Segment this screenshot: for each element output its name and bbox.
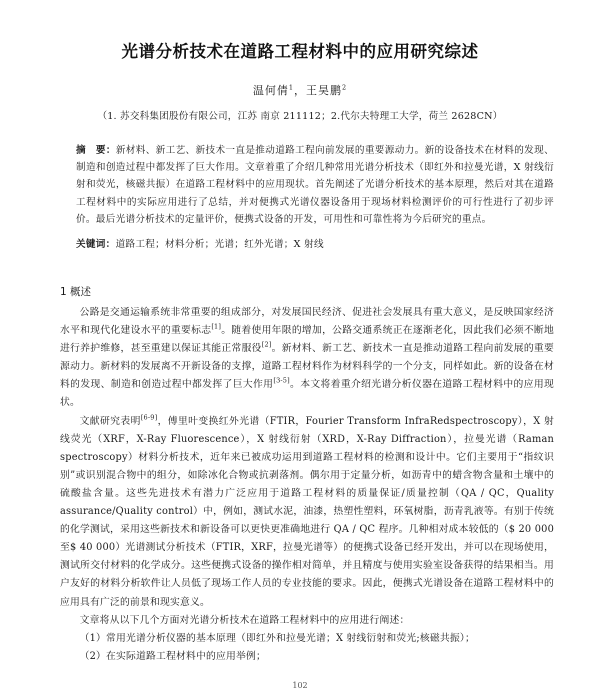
list-item: （1）常用光谱分析仪器的基本原理（即红外和拉曼光谱；X 射线衍射和荧光;核磁共振）； [79, 632, 475, 644]
list-item: （2）在实际道路工程材料中的应用举例； [79, 650, 266, 662]
paragraph [60, 304, 554, 413]
author-separator: ， [294, 84, 306, 97]
citation: [3-5] [273, 377, 290, 386]
affiliation-line: （1. 苏交科集团股份有限公司，江苏 南京 211112；2.代尔夫特理工大学，荷兰 2628CN） [97, 111, 503, 122]
text-run: 文献研究表明 [79, 415, 141, 427]
citation: [1] [211, 322, 222, 331]
author-line [0, 82, 600, 98]
keywords-label: 关键词： [76, 239, 116, 250]
text-run: 公路是交通运输系统非常重要的组成部分，对发展国民经济、促进社会发展具有重大意义，是反映国家经济水平和现代化建设水平的重要标志 [60, 307, 554, 337]
text-run: ，傅里叶变换红外光谱（FTIR，Fourier Transform InfraRedspectroscopy），X 射线荧光（XRF，X-Ray Fluorescence），X 射线衍射（XRD，X-Ray Diffraction），拉曼光谱（Raman spectroscopy）材料分析技术，近年来已被成功运用到道路工程材料的检测和设计中。它们主要用于“指纹识别”或识别混合物中的组分，如除冰化合物或抗剥落剂。偶尔用于定量分析，如沥青中的蜡含物含量和土壤中的硫酸盐含量。这些先进技术有潜力广泛应用于道路工程材料的质量保证/质量控制（QA / QC，Quality assurance/Quality control）中，例如，测试水泥，油漆，热塑性塑料，环氧树脂，沥青乳液等。有别于传统的化学测试，采用这些新技术和新设备可以更快更准确地进行 QA / QC 程序。几种相对成本较低的（$ 20 000 至$ 40 000）光谱测试分析技术（FTIR，XRF，拉曼光谱等）的便携式设备已经开发出，并可以在现场使用，测试所交付材料的化学成分。这些便携式设备的操作相对简单，并且精度与使用实验室设备获得的结果相当。用户友好的材料分析软件让人员低了现场工作人员的专业技能的要求。因此，便携式光谱设备在道路工程材料中的应用具有广泛的前景和现实意义。 [60, 415, 554, 608]
text-run: 。本文将着重介绍光谱分析仪器在道路工程材料中的应用现状。 [60, 379, 554, 409]
author-name: 温何倩 [252, 84, 289, 97]
citation: [2] [261, 340, 272, 349]
author-name: 王昊鹏 [306, 84, 342, 97]
text-run: 。新材料、新工艺、新技术一直是推动道路工程向前发展的重要源动力。新材料的发展离不开新设备的支撑，道路工程材料作为材料科学的一个分支，同样如此。新的设备在材料的发现、制造和创造过程中都发挥了巨大作用 [60, 343, 554, 391]
keywords-text: 道路工程；材料分析；光谱；红外光谱；X 射线 [115, 239, 324, 250]
page-number: 102 [292, 681, 308, 690]
author-affiliation-mark: 2 [342, 83, 348, 92]
abstract-text: 新材料、新工艺、新技术一直是推动道路工程向前发展的重要源动力。新的设备技术在材料的发现、制造和创造过程中都发挥了巨大作用。文章着重了介绍几种常用光谱分析技术（即红外和拉曼光谱，X 射线衍射和荧光，核磁共振）在道路工程材料中的应用现状。首先阐述了光谱分析技术的基本原理，然后对其在道路工程材料中的实际应用进行了总结，并对便携式光谱仪器设备用于现场材料检测评价的可行性进行了初步评价。最后光谱分析技术的定量评价，便携式设备的开发，可用性和可靠性将为今后研究的重点。 [76, 145, 554, 225]
body-text [60, 304, 554, 666]
citation: [6-9] [140, 413, 158, 422]
paragraph [60, 413, 554, 612]
abstract-block [76, 142, 554, 228]
paragraph: 文章将从以下几个方面对光谱分析技术在道路工程材料中的应用进行阐述： [79, 614, 410, 626]
text-run: 。随着使用年限的增加，公路交通系统正在逐渐老化，因此我们必须不断地进行养护维修，甚至重建以保证其能正常服役 [60, 325, 554, 355]
author-affiliation-mark: 1 [288, 83, 294, 92]
keywords-block [76, 238, 554, 252]
section-heading: 1 概述 [60, 286, 92, 298]
abstract-label: 摘 要： [76, 145, 116, 156]
paper-title: 光谱分析技术在道路工程材料中的应用研究综述 [121, 42, 479, 61]
